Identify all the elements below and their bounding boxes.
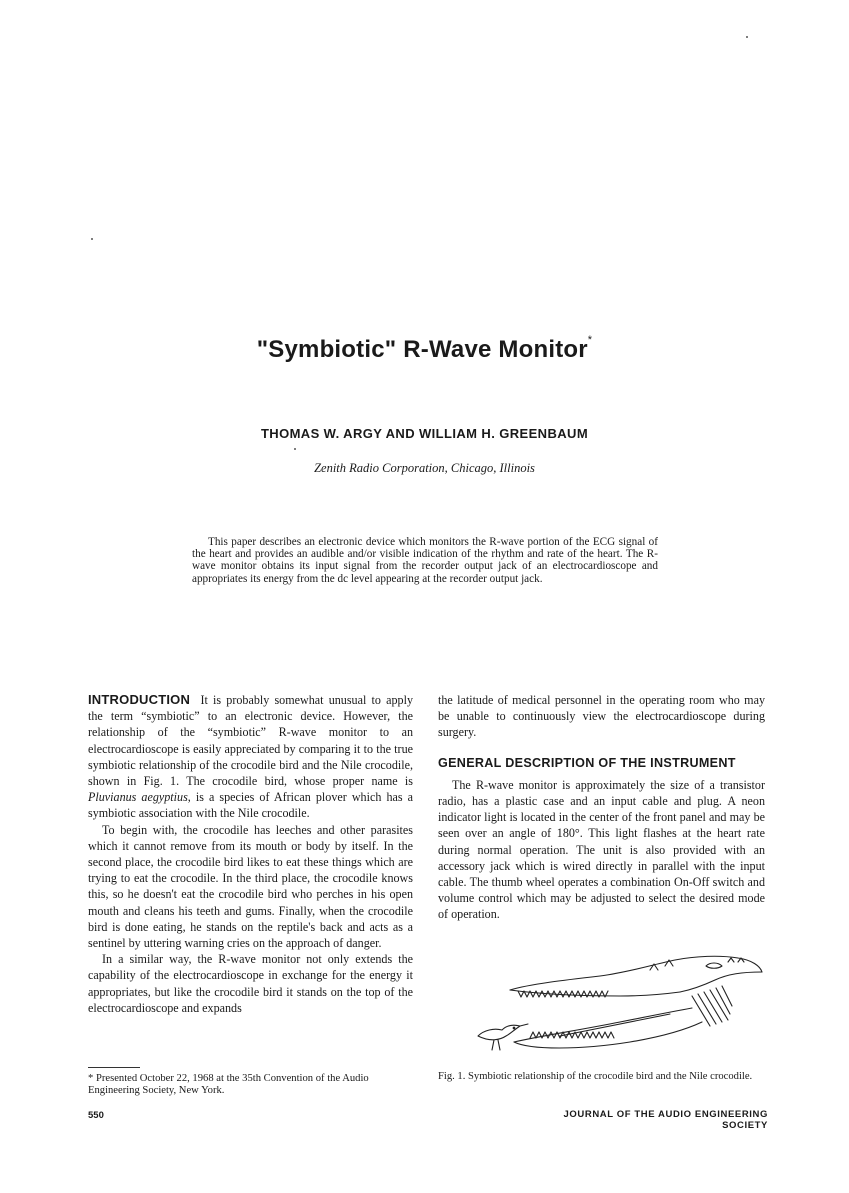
crocodile-lower-teeth	[530, 1032, 614, 1038]
footnote-rule	[88, 1067, 140, 1068]
title-footnote-mark: *	[587, 334, 593, 346]
paper-authors: THOMAS W. ARGY AND WILLIAM H. GREENBAUM	[260, 426, 589, 441]
crocodile-eye	[706, 963, 722, 968]
left-column	[88, 692, 413, 1016]
intro-text-start: It is probably somewhat unusual to apply the term “symbiotic” to an electronic device. However, the relationship of the “symbiotic” R-wave monitor to an electrocardioscope is easily appreciated by comparing it to the true symbiotic relationship of the crocodile bird and the Nile crocodile, shown in Fig. 1. The crocodile bird, whose proper name is	[88, 693, 413, 789]
crocodile-figure	[470, 950, 770, 1062]
paper-title	[0, 336, 849, 364]
species-name: Pluvianus aegyptius	[88, 790, 188, 805]
body-paragraph: In a similar way, the R-wave monitor not only extends the capability of the electrocardioscope in exchange for the energy it appropriates, but like the crocodile bird it stands on the top of the electrocardioscope and expands	[88, 952, 413, 1015]
throat-hatching	[692, 986, 732, 1026]
right-column	[438, 692, 765, 923]
abstract-text: This paper describes an electronic device which monitors the R-wave portion of the ECG signal of the heart and provides an audible and/or visible indication of the rhythm and rate of the heart. The R-wave monitor obtains its input signal from the recorder output jack of an electrocardioscope and appropriates its energy from the dc level appearing at the recorder output jack.	[192, 536, 658, 585]
intro-heading: INTRODUCTION	[88, 692, 191, 707]
footnote: * Presented October 22, 1968 at the 35th Convention of the Audio Engineering Society, New York.	[88, 1073, 369, 1097]
scan-speck	[294, 448, 296, 450]
scan-speck	[91, 238, 93, 240]
figure-caption: Fig. 1. Symbiotic relationship of the crocodile bird and the Nile crocodile.	[438, 1071, 753, 1082]
intro-text-end: , is a species of African plover which has a symbiotic association with the Nile crocodile.	[88, 790, 413, 821]
author-affiliation: Zenith Radio Corporation, Chicago, Illinois	[314, 461, 535, 475]
body-paragraph: The R-wave monitor is approximately the size of a transistor radio, has a plastic case and an input cable and plug. A neon indicator light is located in the center of the front panel and may be seen over an angle of 180°. This light flashes at the heart rate during normal operation. The unit is also provided with an accessory jack which is wired directly in parallel with the input cable. The thumb wheel operates a combination On-Off switch and volume control which may be adjusted to select the desired mode of operation.	[438, 777, 765, 922]
crocodile-upper-jaw	[510, 956, 762, 990]
paper-title-text: "Symbiotic" R-Wave Monitor	[256, 336, 588, 363]
page-number: 550	[88, 1110, 104, 1121]
journal-name: JOURNAL OF THE AUDIO ENGINEERING SOCIETY	[563, 1109, 768, 1131]
body-paragraph: To begin with, the crocodile has leeches and other parasites which it cannot remove from its mouth or body by itself. In the second place, the crocodile bird likes to eat these things which are trying to eat the crocodile. In the third place, the crocodile knows this, so he doesn't eat the crocodile bird who perches in his open mouth and cleans his teeth and gums. Finally, when the crocodile bird is done eating, he stands on the reptile's back and acts as a sentinel by uttering warning cries on the approach of danger.	[88, 822, 413, 951]
continued-paragraph: the latitude of medical personnel in the operating room who may be unable to continuously view the electrocardioscope during surgery.	[438, 693, 765, 740]
scan-speck	[746, 36, 748, 38]
section-heading: GENERAL DESCRIPTION OF THE INSTRUMENT	[438, 755, 736, 770]
abstract	[192, 536, 658, 585]
intro-paragraph	[88, 692, 413, 822]
